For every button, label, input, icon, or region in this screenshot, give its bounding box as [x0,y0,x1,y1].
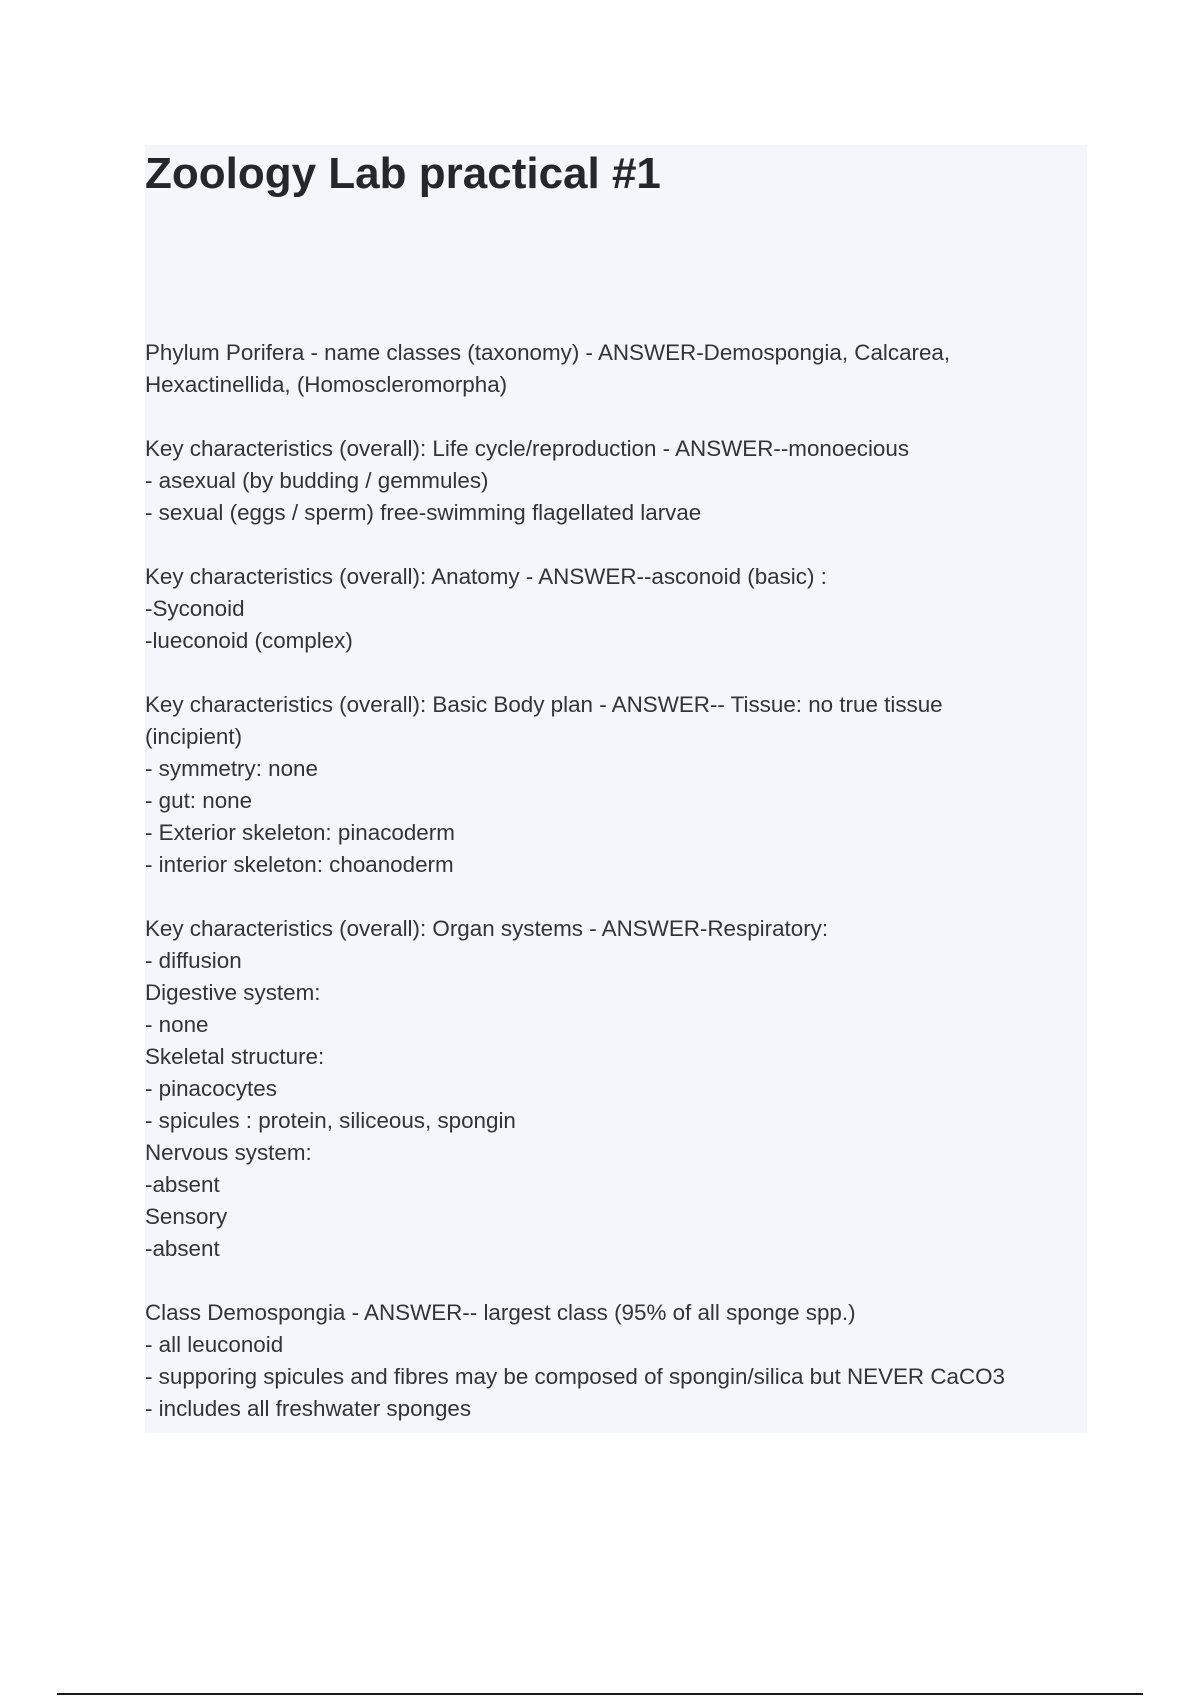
qa-block-life-cycle [145,433,1085,529]
page-bottom-rule [57,1693,1143,1695]
page-title: Zoology Lab practical #1 [145,149,661,198]
text-line: - supporing spicules and fibres may be composed of spongin/silica but NEVER CaCO3 [145,1364,1005,1389]
text-line: - Exterior skeleton: pinacoderm [145,820,455,845]
text-line: Phylum Porifera - name classes (taxonomy) - ANSWER-Demospongia, Calcarea, [145,340,951,365]
qa-block-organ-systems [145,913,1085,1265]
text-line: Class Demospongia - ANSWER-- largest class (95% of all sponge spp.) [145,1300,856,1325]
text-line: -Syconoid [145,596,245,621]
text-line: Key characteristics (overall): Basic Body plan - ANSWER-- Tissue: no true tissue [145,692,943,717]
qa-block-anatomy [145,561,1085,657]
text-line: - sexual (eggs / sperm) free-swimming flagellated larvae [145,500,702,525]
text-line: Nervous system: [145,1140,312,1165]
text-line: - diffusion [145,948,242,973]
text-line: Key characteristics (overall): Organ systems - ANSWER-Respiratory: [145,916,829,941]
text-line: - gut: none [145,788,253,813]
text-line: Skeletal structure: [145,1044,325,1069]
text-line: Sensory [145,1204,228,1229]
text-line: - none [145,1012,209,1037]
text-line: -absent [145,1236,220,1261]
qa-block-phylum-porifera [145,337,1085,401]
text-line: - interior skeleton: choanoderm [145,852,454,877]
text-line: -lueconoid (complex) [145,628,353,653]
text-line: - includes all freshwater sponges [145,1396,472,1421]
text-line: -absent [145,1172,220,1197]
text-line: Digestive system: [145,980,321,1005]
text-line: Hexactinellida, (Homoscleromorpha) [145,372,508,397]
text-line: Key characteristics (overall): Anatomy - ANSWER--asconoid (basic) : [145,564,827,589]
text-line: - all leuconoid [145,1332,284,1357]
text-line: - spicules : protein, siliceous, spongin [145,1108,516,1133]
qa-block-body-plan [145,689,1085,881]
qa-block-class-demospongia [145,1297,1085,1425]
text-line: Key characteristics (overall): Life cycle/reproduction - ANSWER--monoecious [145,436,910,461]
qa-list [145,337,1085,1457]
text-line: - pinacocytes [145,1076,277,1101]
text-line: (incipient) [145,724,243,749]
text-line: - asexual (by budding / gemmules) [145,468,489,493]
text-line: - symmetry: none [145,756,318,781]
